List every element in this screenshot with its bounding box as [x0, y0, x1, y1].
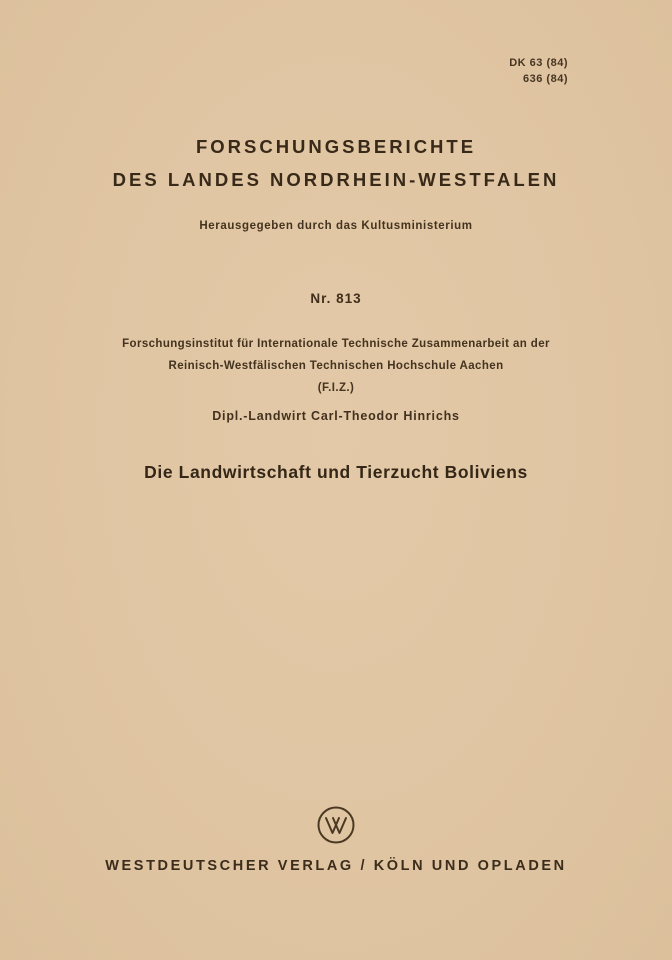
- book-title: Die Landwirtschaft und Tierzucht Boliviens: [144, 462, 528, 482]
- series-title-line2: DES LANDES NORDRHEIN-WESTFALEN: [112, 169, 560, 190]
- dk-line2: 636 (84): [523, 73, 568, 85]
- dk-line1: DK 63 (84): [509, 57, 568, 69]
- dk-classification: [509, 55, 568, 87]
- publisher-imprint: WESTDEUTSCHER VERLAG / KÖLN UND OPLADEN: [105, 858, 567, 874]
- publisher-logo: [315, 804, 357, 846]
- series-title: [0, 130, 672, 196]
- institute-line3: (F.I.Z.): [317, 382, 355, 394]
- editor-note: Herausgegeben durch das Kultusministerium: [199, 220, 473, 232]
- institute-line1: Forschungsinstitut für Internationale Technische Zusammenarbeit an der: [122, 338, 550, 350]
- institute-line2: Reinisch-Westfälischen Technischen Hochschule Aachen: [168, 360, 504, 372]
- institute-attribution: [0, 333, 672, 399]
- w-monogram-icon: [315, 804, 357, 846]
- author-name: Dipl.-Landwirt Carl-Theodor Hinrichs: [212, 409, 460, 423]
- report-number: Nr. 813: [310, 291, 362, 306]
- series-title-line1: FORSCHUNGSBERICHTE: [195, 136, 477, 157]
